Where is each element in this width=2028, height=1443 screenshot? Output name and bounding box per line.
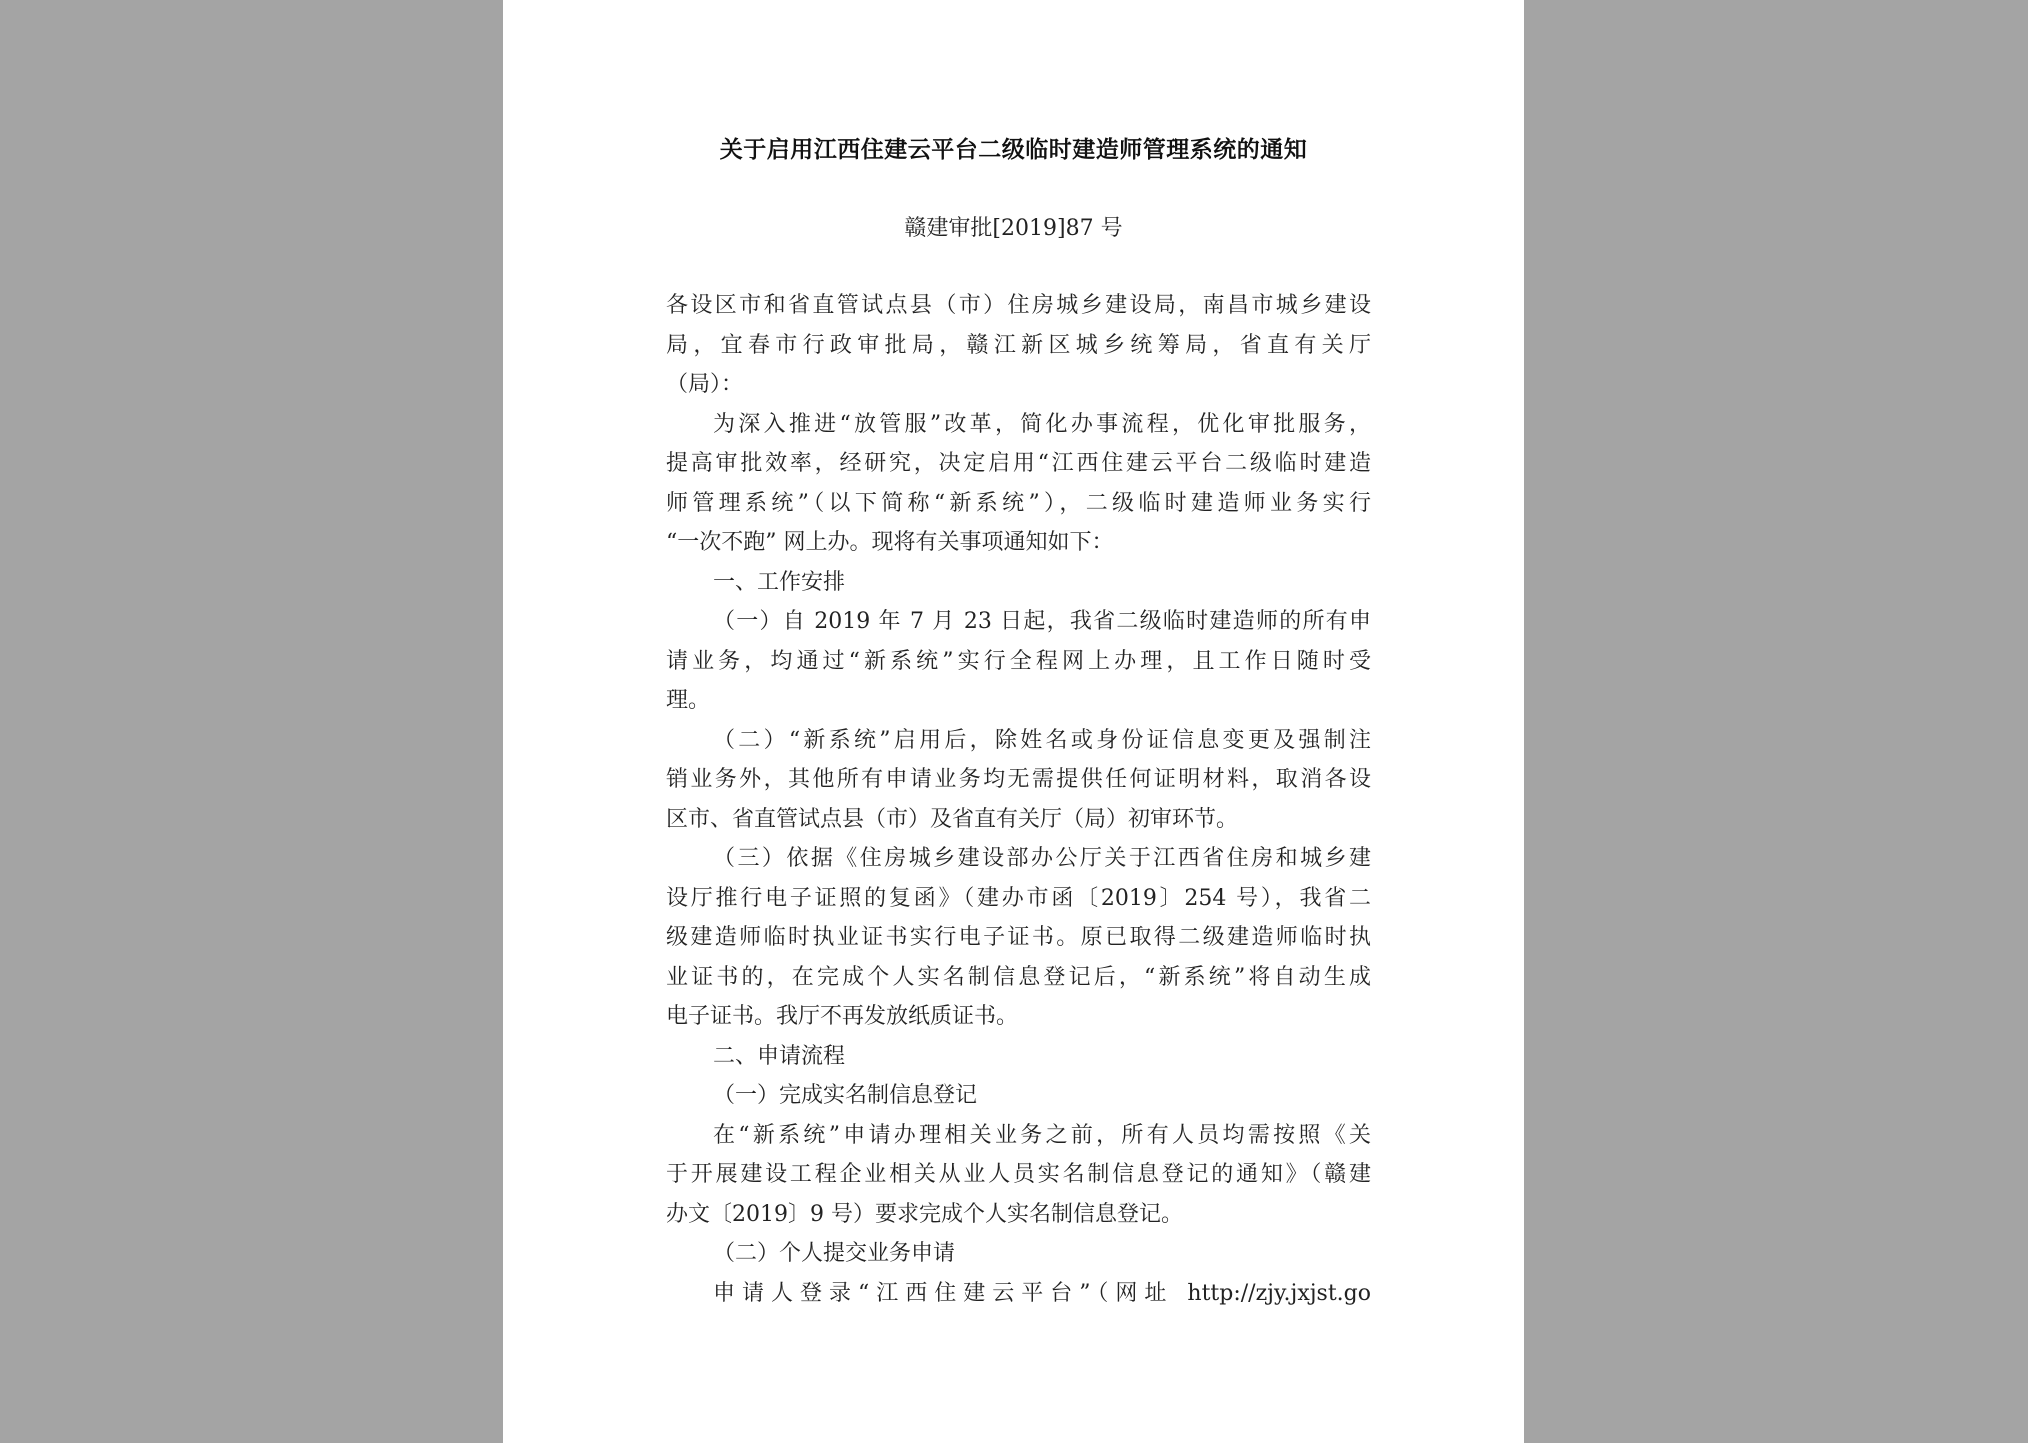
body-line: （二）“新系统”启用后，除姓名或身份证信息变更及强制注: [713, 727, 1371, 753]
body-line: （局）：: [666, 372, 744, 397]
body-line: 局，宜春市行政审批局，赣江新区城乡统筹局，省直有关厅: [666, 332, 1371, 358]
body-line: 办文〔2019〕9 号）要求完成个人实名制信息登记。: [666, 1201, 1183, 1227]
body-line: （三）依据《住房城乡建设部办公厅关于江西省住房和城乡建: [713, 846, 1371, 871]
document-title: 关于启用江西住建云平台二级临时建造师管理系统的通知: [719, 136, 1308, 163]
body-line: 师管理系统”（以下简称“新系统”），二级临时建造师业务实行: [666, 490, 1371, 516]
body-line: 区市、省直管试点县（市）及省直有关厅（局）初审环节。: [666, 806, 1239, 832]
body-line: 业证书的，在完成个人实名制信息登记后，“新系统”将自动生成: [666, 964, 1371, 990]
body-line: 于开展建设工程企业相关从业人员实名制信息登记的通知》（赣建: [666, 1162, 1371, 1187]
body-line: “一次不跑” 网上办。现将有关事项通知如下：: [666, 530, 1114, 555]
body-line: 为深入推进“放管服”改革，简化办事流程，优化审批服务，: [713, 411, 1371, 437]
document-number: 赣建审批[2019]87 号: [904, 216, 1123, 241]
document-body: [666, 286, 1371, 1313]
body-line: 电子证书。我厅不再发放纸质证书。: [666, 1004, 1019, 1029]
body-line: （一）完成实名制信息登记: [713, 1083, 978, 1108]
body-line: （二）个人提交业务申请: [713, 1241, 956, 1266]
body-line: 请业务，均通过“新系统”实行全程网上办理，且工作日随时受: [666, 648, 1371, 674]
body-line: 理。: [666, 688, 711, 713]
body-line: （一）自 2019 年 7 月 23 日起，我省二级临时建造师的所有申: [713, 609, 1371, 634]
body-line: 提高审批效率，经研究，决定启用“江西住建云平台二级临时建造: [666, 451, 1371, 476]
body-line: 销业务外，其他所有申请业务均无需提供任何证明材料，取消各设: [666, 767, 1371, 792]
body-line: 在“新系统”申请办理相关业务之前，所有人员均需按照《关: [713, 1122, 1371, 1148]
body-line: 各设区市和省直管试点县（市）住房城乡建设局，南昌市城乡建设: [666, 293, 1371, 318]
body-line: 设厅推行电子证照的复函》（建办市函〔2019〕254 号），我省二: [666, 885, 1371, 911]
body-line: 级建造师临时执业证书实行电子证书。原已取得二级建造师临时执: [666, 925, 1371, 950]
document-page: [503, 0, 1524, 1443]
body-line: 二、申请流程: [713, 1043, 846, 1069]
body-line: 一、工作安排: [713, 569, 846, 595]
body-line: 申请人登录“江西住建云平台”（网址 http://zjy.jxjst.go: [713, 1280, 1371, 1306]
